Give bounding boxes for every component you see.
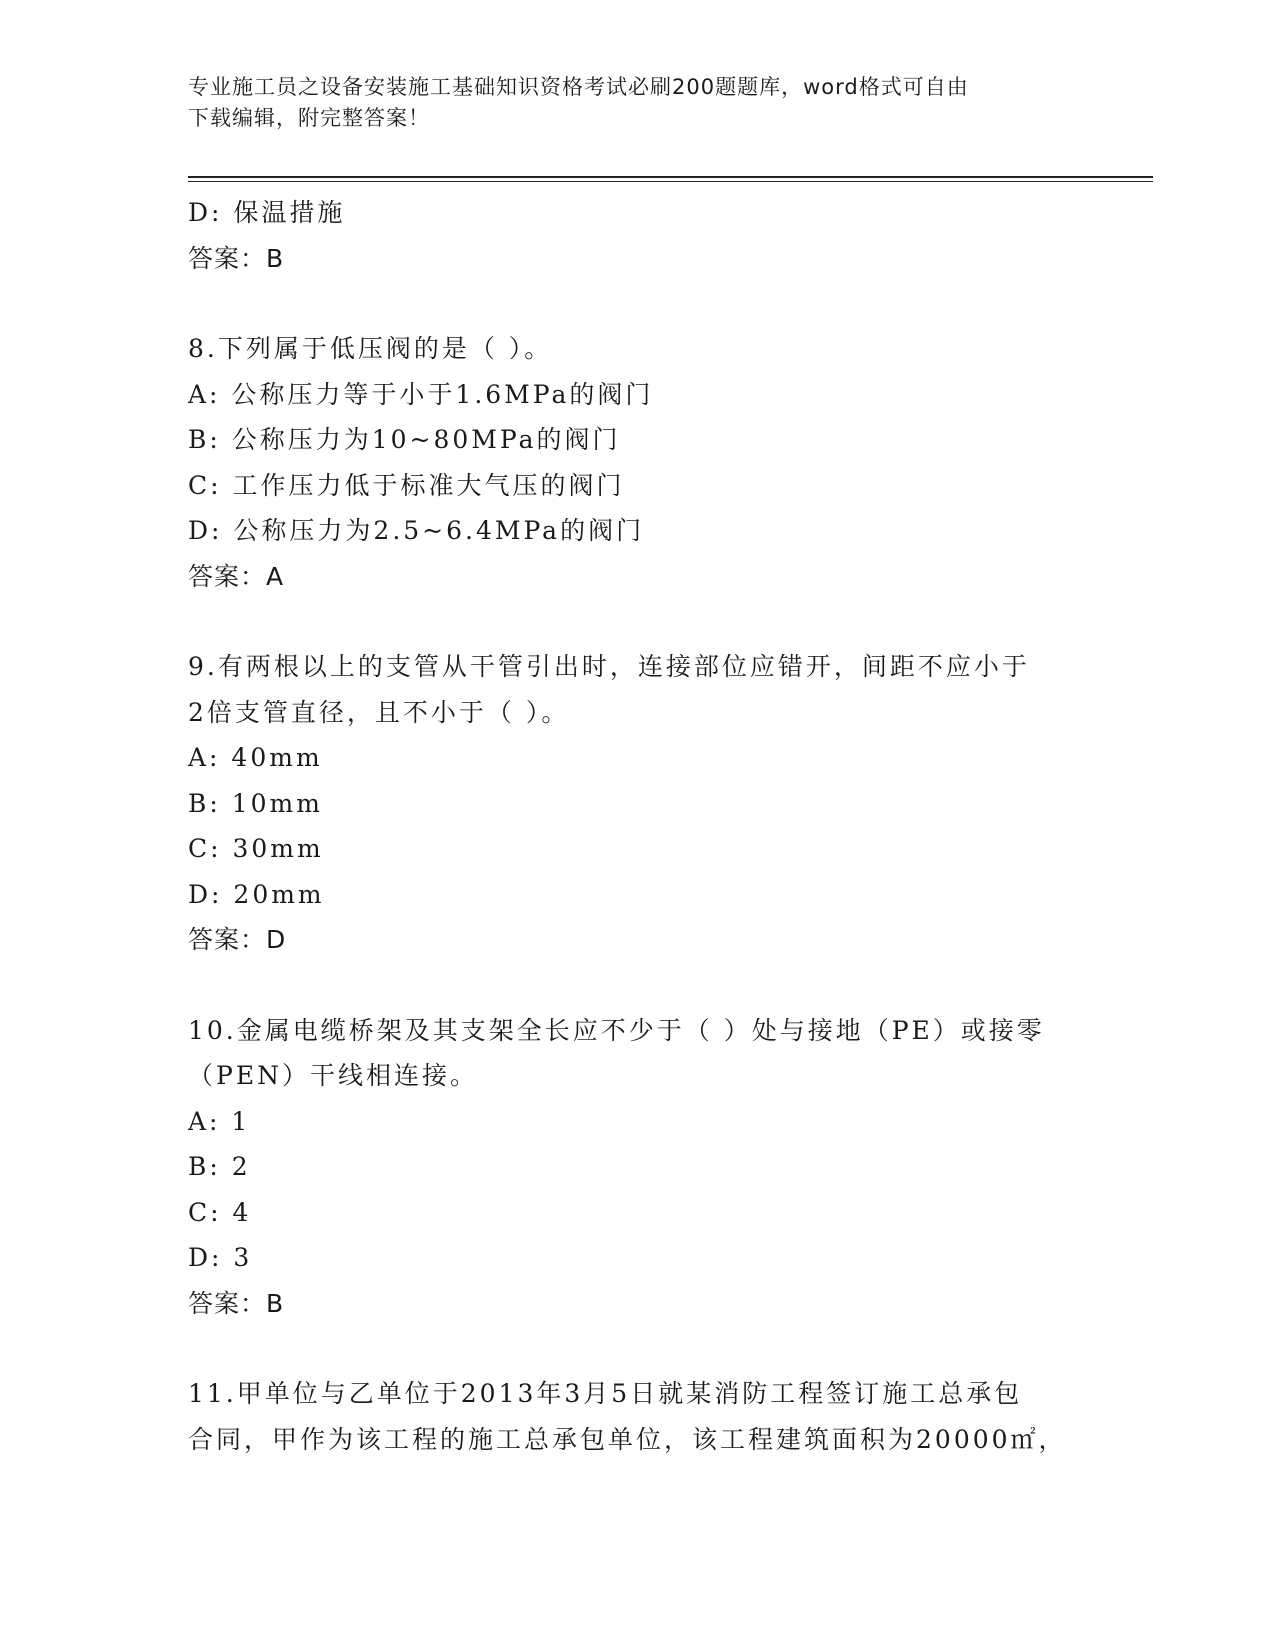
- q10-option-a: A: 1: [188, 1106, 251, 1136]
- q9-option-a: A: 40mm: [188, 743, 323, 772]
- question-8: [188, 326, 1088, 599]
- q7-option-d: D: 保温措施: [188, 198, 346, 227]
- q11-stem-line-2: 合同，甲作为该工程的施工总承包单位，该工程建筑面积为20000㎡，: [188, 1424, 1067, 1454]
- document-header: [188, 72, 1068, 134]
- q8-option-a: A: 公称压力等于小于1.6MPa的阀门: [188, 379, 654, 409]
- spacer: [188, 599, 1088, 644]
- question-7-tail: [188, 190, 1088, 281]
- q9-stem-line-1: 9.有两根以上的支管从干管引出时，连接部位应错开，间距不应小于: [188, 652, 1030, 681]
- q8-option-b: B: 公称压力为10~80MPa的阀门: [188, 425, 621, 454]
- q10-option-c: C: 4: [188, 1197, 252, 1227]
- header-divider-thick: [188, 176, 1153, 178]
- header-title-line-1: 专业施工员之设备安装施工基础知识资格考试必刷200题题库，word格式可自由: [188, 75, 969, 99]
- q8-answer: 答案：A: [188, 561, 285, 591]
- spacer: [188, 963, 1088, 1008]
- q9-option-d: D: 20mm: [188, 879, 325, 909]
- q8-option-c: C: 工作压力低于标准大气压的阀门: [188, 470, 625, 500]
- question-10: [188, 1008, 1088, 1327]
- q10-stem-line-1: 10.金属电缆桥架及其支架全长应不少于（ ）处与接地（PE）或接零: [188, 1015, 1045, 1045]
- q9-option-b: B: 10mm: [188, 788, 323, 818]
- question-9: [188, 644, 1088, 963]
- question-body: [188, 190, 1088, 1462]
- header-title-line-2: 下载编辑，附完整答案！: [188, 106, 430, 130]
- question-11: [188, 1371, 1088, 1462]
- q9-answer: 答案：D: [188, 925, 287, 954]
- q7-answer: 答案：B: [188, 243, 285, 273]
- q11-stem-line-1: 11.甲单位与乙单位于2013年3月5日就某消防工程签订施工总承包: [188, 1379, 1023, 1408]
- q8-stem: 8.下列属于低压阀的是（ ）。: [188, 334, 553, 363]
- q10-stem-line-2: （PEN）干线相连接。: [188, 1061, 478, 1090]
- header-divider-thin: [188, 181, 1153, 182]
- spacer: [188, 1326, 1088, 1371]
- q10-option-d: D: 3: [188, 1243, 253, 1272]
- q8-option-d: D: 公称压力为2.5~6.4MPa的阀门: [188, 516, 645, 545]
- q9-stem-line-2: 2倍支管直径，且不小于（ ）。: [188, 697, 570, 727]
- spacer: [188, 281, 1088, 326]
- q10-option-b: B: 2: [188, 1152, 251, 1181]
- q10-answer: 答案：B: [188, 1288, 285, 1318]
- q9-option-c: C: 30mm: [188, 834, 324, 863]
